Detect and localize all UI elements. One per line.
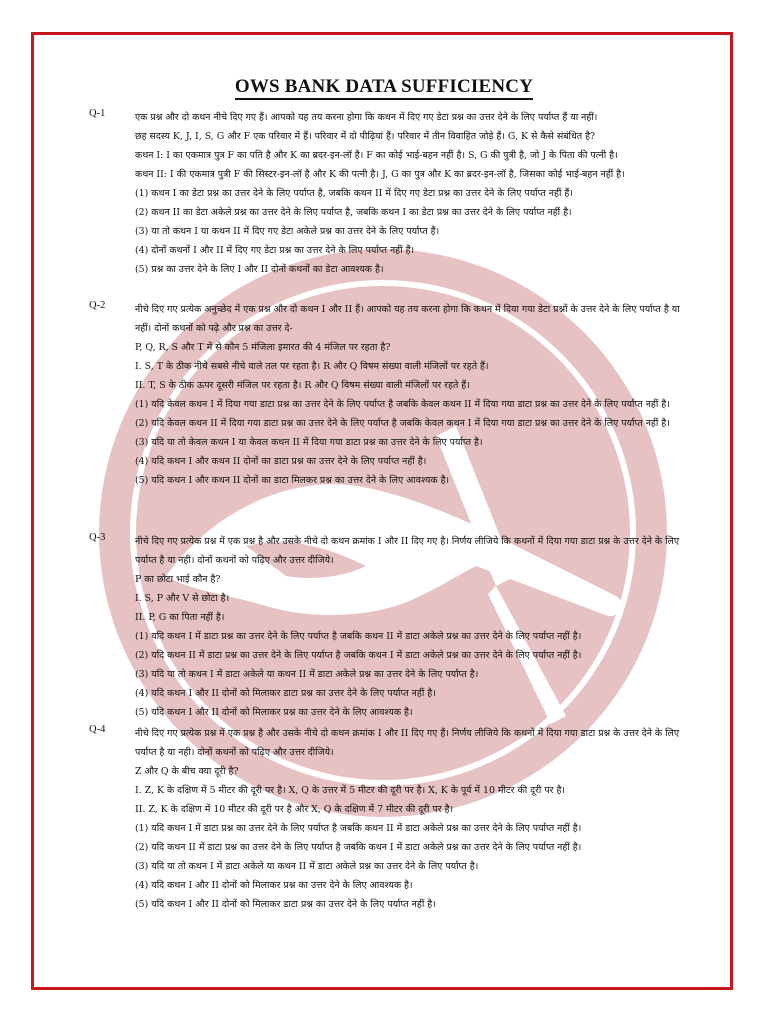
statement-1: I. Z, K के दक्षिण में 5 मीटर की दूरी पर है। X, Q के उत्तर में 5 मीटर की दूरी पर है। X, K के पूर्व में 10 मीटर की दूरी पर है। [135, 785, 565, 796]
question-number: Q-3 [89, 532, 106, 543]
option-2: (2) यदि कथन II में डाटा प्रश्न का उत्तर देने के लिए पर्याप्त है जबकि कथन I में डाटा अकेले प्रश्न का उत्तर देने के लिए पर्याप्त नहीं है। [135, 650, 582, 661]
question-text: नीचे दिए गए प्रत्येक प्रश्न में एक प्रश्न है और उसके नीचे दो कथन क्रमांक I और II दिए गए है। निर्णय लीजिये कि कथनों में दिया गया डाटा प्रश्न के उत्तर देने के लिए पर्याप्त है या नही। दोनों कथनों को पढ़िए और उत्तर दीजिये। [135, 536, 680, 566]
option-5: (5) प्रश्न का उत्तर देने के लिए I और II दोनों कथनों का डेटा आवश्यक है। [135, 264, 384, 275]
question-text: P का छोटा भाई कौन है? [135, 574, 221, 585]
statement-1: I. S, T के ठीक नीचे सबसे नीचे वाले तल पर रहता है। R और Q विषम संख्या वाली मंजिलों पर रहते हैं। [135, 361, 489, 372]
page-title-text: OWS BANK DATA SUFFICIENCY [235, 76, 533, 100]
option-1: (1) यदि कथन I में डाटा प्रश्न का उत्तर देने के लिए पर्याप्त है जबकि कथन II में डाटा अकेले प्रश्न का उत्तर देने के लिए पर्याप्त नहीं है। [135, 631, 582, 642]
option-3: (3) यदि या तो कथन I में डाटा अकेले या कथन II में डाटा अकेले प्रश्न का उत्तर देने के लिए पर्याप्त है। [135, 669, 479, 680]
question-number: Q-2 [89, 300, 106, 311]
question-text: P, Q, R, S और T में से कौन 5 मंजिला इमारत की 4 मंजिल पर रहता है? [135, 342, 391, 353]
statement-2: कथन II: I की एकमात्र पुत्री F की सिस्टर-इन-लॉ है और K की पत्नी है। J, G का पुत्र और K का ब्रदर-इन-लॉ है, जिसका कोई भाई-बहन नहीं है। [135, 169, 625, 180]
statement-1: कथन I: I का एकमात्र पुत्र F का पति है और K का ब्रदर-इन-लॉ है। F का कोई भाई-बहन नहीं है। S, G की पुत्री है, जो J के पिता की पत्नी है। [135, 150, 618, 161]
option-3: (3) यदि या तो केवल कथन I या केवल कथन II में दिया गया डाटा प्रश्न का उत्तर देने के लिए पर्याप्त है। [135, 437, 483, 448]
option-3: (3) यदि या तो कथन I में डाटा अकेले या कथन II में डाटा अकेले प्रश्न का उत्तर देने के लिए पर्याप्त है। [135, 861, 479, 872]
page-title [0, 76, 768, 98]
option-3: (3) या तो कथन I या कथन II में दिए गए डेटा अकेले प्रश्न का उत्तर देने के लिए पर्याप्त हैं। [135, 226, 440, 237]
question-body [135, 108, 687, 279]
question-body [135, 724, 687, 914]
question-text: नीचे दिए गए प्रत्येक प्रश्न में एक प्रश्न है और उसके नीचे दो कथन क्रमांक I और II दिए गए हैं। निर्णय लीजिये कि कथनों में दिया गया डाटा प्रश्न के उत्तर देने के लिए पर्याप्त है या नही। दोनों कथनों को पढ़िए और उत्तर दीजिये। [135, 728, 680, 758]
question-text: एक प्रश्न और दो कथन नीचे दिए गए हैं। आपको यह तय करना होगा कि कथन में दिए गए डेटा प्रश्न का उत्तर देने के लिए पर्याप्त हैं या नहीं। [135, 112, 598, 123]
question-text: Z और Q के बीच क्या दूरी है? [135, 766, 239, 777]
statement-2: II. T, S के ठीक ऊपर दूसरी मंजिल पर रहता है। R और Q विषम संख्या वाली मंजिलों पर रहते हैं। [135, 380, 470, 391]
option-4: (4) यदि कथन I और II दोनों को मिलाकर डाटा प्रश्न का उत्तर देने के लिए पर्याप्त नहीं है। [135, 688, 436, 699]
option-4: (4) दोनों कथनों I और II में दिए गए डेटा प्रश्न का उत्तर देने के लिए पर्याप्त नहीं हैं। [135, 245, 415, 256]
option-5: (5) यदि कथन I और II दोनों को मिलाकर प्रश्न का उत्तर देने के लिए आवश्यक है। [135, 707, 413, 718]
option-5: (5) यदि कथन I और II दोनों को मिलाकर डाटा प्रश्न का उत्तर देने के लिए पर्याप्त नहीं है। [135, 899, 436, 910]
question-number: Q-4 [89, 724, 106, 735]
question-text: छह सदस्य K, J, I, S, G और F एक परिवार में हैं। परिवार में दो पीढ़ियां हैं। परिवार में तीन विवाहित जोड़े हैं। G, K से कैसे संबंधित है? [135, 131, 596, 142]
question-text: नीचे दिए गए प्रत्येक अनुच्छेद में एक प्रश्न और दो कथन I और II हैं। आपको यह तय करना होगा कि कथन में दिया गया डेटा प्रश्नों के उत्तर देने के लिए पर्याप्त है या नहीं। दोनों कथनों को पढ़े और प्रश्न का उत्तर दे- [135, 304, 680, 334]
option-1: (1) कथन I का डेटा प्रश्न का उत्तर देने के लिए पर्याप्त है, जबकि कथन II में दिए गए डेटा प्रश्न का उत्तर देने के लिए पर्याप्त नहीं हैं। [135, 188, 573, 199]
question-body [135, 532, 687, 722]
option-2: (2) यदि कथन II में डाटा प्रश्न का उत्तर देने के लिए पर्याप्त है जबकि कथन I में डाटा अकेले प्रश्न का उत्तर देने के लिए पर्याप्त नहीं है। [135, 842, 582, 853]
statement-2: II. P, G का पिता नहीं है। [135, 612, 225, 623]
question-number: Q-1 [89, 108, 106, 119]
question-body [135, 300, 687, 490]
option-4: (4) यदि कथन I और कथन II दोनों का डाटा प्रश्न का उत्तर देने के लिए पर्याप्त नहीं है। [135, 456, 427, 467]
option-1: (1) यदि केवल कथन I में दिया गया डाटा प्रश्न का उत्तर देने के लिए पर्याप्त है जबकि केवल कथन II में दिया गया डाटा प्रश्न का उत्तर देने के लिए पर्याप्त नहीं है। [135, 399, 670, 410]
option-2: (2) कथन II का डेटा अकेले प्रश्न का उत्तर देने के लिए पर्याप्त है, जबकि कथन I का डेटा प्रश्न का उत्तर देने के लिए पर्याप्त नहीं है। [135, 207, 572, 218]
statement-1: I. S, P और V से छोटा है। [135, 593, 230, 604]
option-2: (2) यदि केवल कथन II में दिया गया डाटा प्रश्न का उत्तर देने के लिए पर्याप्त है जबकि केवल कथन I में दिया गया डाटा प्रश्न का उत्तर देने के लिए पर्याप्त नहीं है। [135, 418, 670, 429]
statement-2: II. Z, K के दक्षिण में 10 मीटर की दूरी पर है और X, Q के दक्षिण में 7 मीटर की दूरी पर है। [135, 804, 454, 815]
option-1: (1) यदि कथन I में डाटा प्रश्न का उत्तर देने के लिए पर्याप्त है जबकि कथन II में डाटा अकेले प्रश्न का उत्तर देने के लिए पर्याप्त नहीं है। [135, 823, 582, 834]
option-4: (4) यदि कथन I और II दोनों को मिलाकर प्रश्न का उत्तर देने के लिए आवश्यक है। [135, 880, 413, 891]
option-5: (5) यदि कथन I और कथन II दोनों का डाटा मिलकर प्रश्न का उत्तर देने के लिए आवश्यक है। [135, 475, 450, 486]
